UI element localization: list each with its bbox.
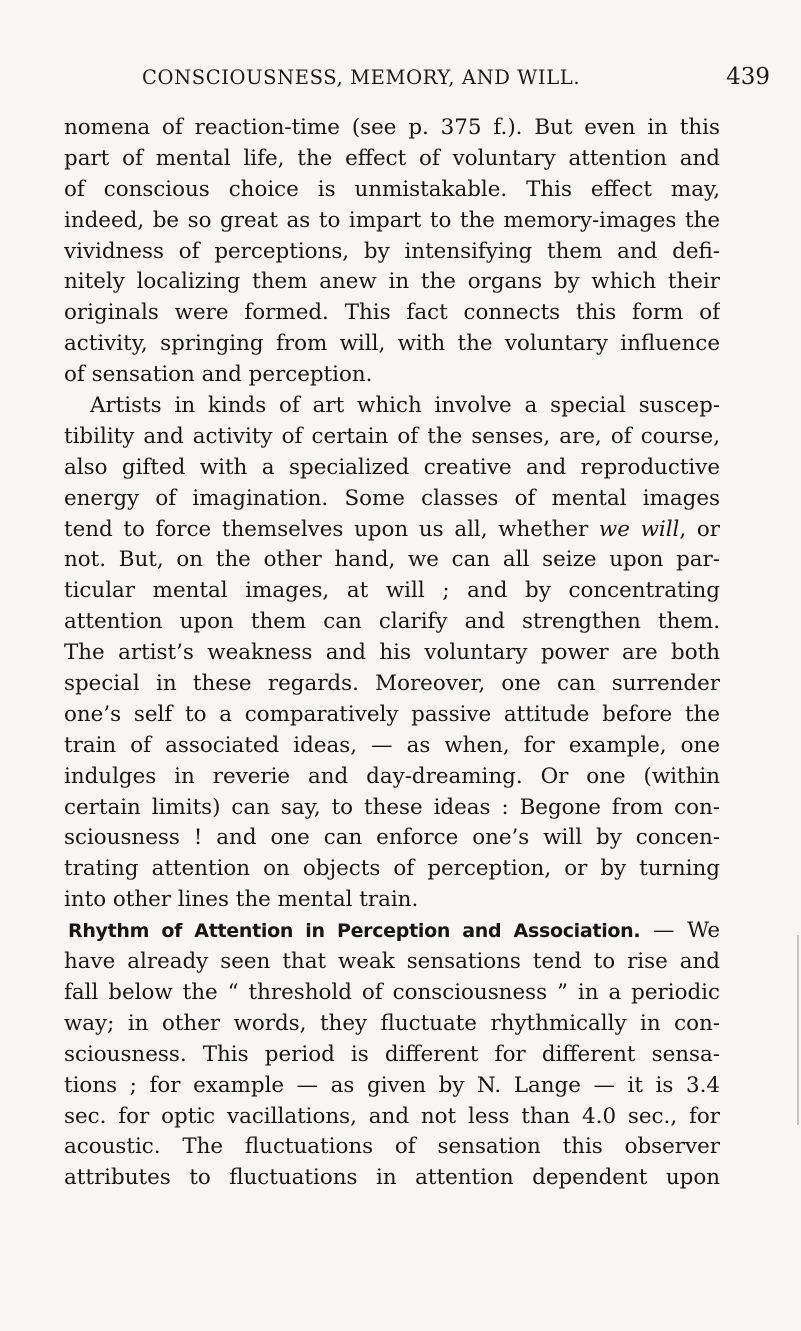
text-line [64,638,720,669]
text-line [64,576,720,607]
line-text: indulges in reverie and day-dreaming. Or one (within [64,763,720,789]
line-text: acoustic. The fluctuations of sensation this observer [64,1134,720,1160]
text-line [64,267,720,298]
line-text: activity, springing from will, with the voluntary influence [64,331,720,357]
line-text: into other lines the mental train. [64,887,419,913]
line-text: special in these regards. Moreover, one can surrender [64,671,720,697]
line-text: trating attention on objects of perception, or by turning [64,856,720,882]
text-line [64,854,720,885]
text-line [64,1009,720,1040]
text-line [64,237,720,268]
text-line [64,206,720,237]
line-text: have already seen that weak sensations tend to rise and [64,949,720,975]
text-line [64,113,720,144]
line-text: attributes to fluctuations in attention dependent upon [64,1165,720,1191]
text-line [64,515,720,546]
line-text: attention upon them can clarify and strengthen them. [64,609,720,635]
text-line [64,823,720,854]
text-line [64,700,720,731]
line-text: not. But, on the other hand, we can all seize upon par- [64,547,720,573]
line-text: originals were formed. This fact connects this form of [64,300,720,326]
text-line [64,175,720,206]
line-text: sec. for optic vacillations, and not less than 4.0 sec., for [64,1103,720,1129]
text-line [64,422,720,453]
text-line [64,298,720,329]
line-text: ticular mental images, at will ; and by concentrating [64,578,720,604]
text-line [64,762,720,793]
line-text: certain limits) can say, to these ideas : Begone from con- [64,794,720,820]
text-line [64,391,720,422]
line-text: way; in other words, they fluctuate rhythmically in con- [64,1010,720,1036]
line-text: tibility and activity of certain of the senses, are, of course, [64,423,720,449]
scan-shadow [797,935,799,1125]
line-text-after: , or [679,516,720,542]
text-line [64,360,720,391]
line-text: one’s self to a comparatively passive attitude before the [64,701,720,727]
text-line [64,978,720,1009]
line-text: of sensation and perception. [64,362,373,388]
line-text: Artists in kinds of art which involve a special suscep- [90,393,720,419]
line-text: sciousness. This period is different for different sensa- [64,1041,720,1067]
line-text: train of associated ideas, — as when, for example, one [64,732,720,758]
page-number: 439 [726,64,770,90]
line-text: — We [640,918,720,944]
text-line [64,329,720,360]
line-text: tions ; for example — as given by N. Lange — it is 3.4 [64,1072,720,1098]
text-line [64,1071,720,1102]
line-text: nitely localizing them anew in the organs by which their [64,269,720,295]
text-line [64,453,720,484]
text-line [64,947,720,978]
text-line [64,607,720,638]
line-text: indeed, be so great as to impart to the memory-images the [64,207,720,233]
line-text: tend to force themselves upon us all, whether [64,516,589,542]
line-text: vividness of perceptions, by intensifying them and defi- [64,238,720,264]
text-line [64,669,720,700]
text-line [64,793,720,824]
text-line [64,484,720,515]
line-text: nomena of reaction-time (see p. 375 f.). But even in this [64,115,720,140]
line-text: sciousness ! and one can enforce one’s will by concen- [64,825,720,851]
text-line [64,1163,720,1194]
body-text [64,113,720,1194]
line-text: also gifted with a specialized creative and reproductive [64,454,720,480]
text-line [64,545,720,576]
text-line [64,1102,720,1133]
text-line [64,1132,720,1163]
text-line [64,144,720,175]
running-title: CONSCIOUSNESS, MEMORY, AND WILL. [142,66,581,89]
text-line [64,1040,720,1071]
line-text: fall below the “ threshold of consciousness ” in a periodic [64,979,720,1005]
section-heading: Rhythm of Attention in Perception and Association. [68,920,641,943]
italic-emphasis: we will [598,516,680,542]
text-line [64,885,720,916]
line-text: of conscious choice is unmistakable. This effect may, [64,176,720,202]
running-head [64,64,770,98]
text-line [64,731,720,762]
line-text: energy of imagination. Some classes of mental images [64,485,720,511]
line-text: The artist’s weakness and his voluntary power are both [64,640,720,666]
line-text: part of mental life, the effect of voluntary attention and [64,145,720,171]
text-line [64,916,720,947]
